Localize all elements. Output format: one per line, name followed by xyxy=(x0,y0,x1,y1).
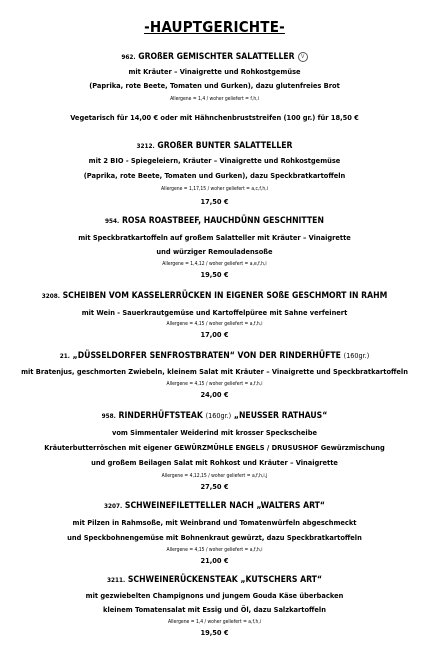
dish-price: 19,50 € xyxy=(200,270,229,279)
dish-allergens: Allergene = 4,15 / woher geliefert = a,f,h,i xyxy=(166,547,263,553)
dish-number: 3208. xyxy=(41,292,60,300)
dish-heading xyxy=(0,217,429,226)
dish-number: 958. xyxy=(101,412,116,420)
dish-description: (Paprika, rote Beete, Tomaten und Gurken), dazu glutenfreies Brot xyxy=(89,81,340,90)
dish-price: 21,00 € xyxy=(200,556,229,565)
dish-name: „DÜSSELDORFER SENFROSTBRATEN“ VON DER RINDERHÜFTE xyxy=(72,351,341,361)
dish-name: RINDERHÜFTSTEAK xyxy=(118,411,203,421)
dish-price: 17,00 € xyxy=(200,330,229,339)
dish-description: vom Simmentaler Weiderind mit krosser Speckscheibe xyxy=(112,428,317,437)
dish-description: und Speckbohnengemüse mit Bohnenkraut gewürzt, dazu Speckbratkartoffeln xyxy=(67,533,362,542)
dish-number: 962. xyxy=(121,53,136,61)
dish-description: (Paprika, rote Beete, Tomaten und Gurken), dazu Speckbratkartoffeln xyxy=(83,171,346,180)
dish-heading xyxy=(0,352,429,361)
dish-name: SCHEIBEN VOM KASSELERRÜCKEN IN EIGENER SOßE GESCHMORT IN RAHM xyxy=(62,291,388,301)
dish-name: SCHWEINERÜCKENSTEAK „KUTSCHERS ART“ xyxy=(127,575,323,585)
dish-description: mit Pilzen in Rahmsoße, mit Weinbrand und Tomatenwürfeln abgeschmeckt xyxy=(72,518,357,527)
dish-name-suffix: „NEUSSER RATHAUS“ xyxy=(233,411,328,421)
dish-description: mit Speckbratkartoffeln auf großem Salatteller mit Kräuter – Vinaigrette xyxy=(78,233,351,242)
dish-description: mit Bratenjus, geschmorten Zwiebeln, kleinem Salat mit Kräuter – Vinaigrette und Speckbratkartoffeln xyxy=(21,367,408,376)
page-title: -HAUPTGERICHTE- xyxy=(144,18,285,36)
dish-description: mit Kräuter – Vinaigrette und Rohkostgemüse xyxy=(128,67,301,76)
dish-description: mit Wein - Sauerkrautgemüse und Kartoffelpüree mit Sahne verfeinert xyxy=(81,308,348,317)
dish-number: 21. xyxy=(59,352,70,360)
dish-allergens: Allergene = 1,4,12 / woher geliefert = a,e,f,h,i xyxy=(162,261,267,267)
dish-allergens: Allergene = 4,12,15 / woher geliefert = a,f,h,i,j xyxy=(161,473,268,479)
dish-number: 3211. xyxy=(106,576,126,584)
dish-description: mit gezwiebelten Champignons und jungem Gouda Käse überbacken xyxy=(85,591,344,600)
dish-heading xyxy=(0,412,429,421)
dish-heading xyxy=(0,142,429,151)
dish-number: 3212. xyxy=(136,142,155,150)
dish-name: ROSA ROASTBEEF, HAUCHDÜNN GESCHNITTEN xyxy=(121,216,324,226)
dish-number: 3207. xyxy=(104,502,123,510)
dish-description: mit 2 BIO - Spiegeleiern, Kräuter – Vinaigrette und Rohkostgemüse xyxy=(88,156,341,165)
dish-allergens: Allergene = 4,15 / woher geliefert = a,f,h,i xyxy=(166,381,263,387)
dish-allergens: Allergene = 1,17,15 / woher geliefert = a,c,f,h,i xyxy=(161,186,268,192)
dish-allergens: Allergene = 1,4 / woher geliefert = f,h,i xyxy=(170,96,259,102)
dish-heading xyxy=(0,52,429,62)
dish-description: Kräuterbutterröschen mit eigener GEWÜRZMÜHLE ENGELS / DRUSUSHOF Gewürzmischung xyxy=(44,443,385,452)
dish-heading xyxy=(0,292,429,301)
dish-name: GROßER GEMISCHTER SALATTELLER xyxy=(138,52,295,62)
dish-description: und würziger Remouladensoße xyxy=(156,247,273,256)
dish-heading xyxy=(0,502,429,511)
dish-price: 17,50 € xyxy=(200,197,229,206)
dish-price: 24,00 € xyxy=(200,390,229,399)
dish-allergens: Allergene = 4,15 / woher geliefert = a,f,h,i xyxy=(166,321,263,327)
dish-description: kleinem Tomatensalat mit Essig und Öl, dazu Salzkartoffeln xyxy=(103,605,326,614)
dish-description: und großem Beilagen Salat mit Rohkost und Kräuter – Vinaigrette xyxy=(91,458,338,467)
dish-allergens: Allergene = 1,4 / woher geliefert = a,f,h,i xyxy=(167,619,262,625)
dish-price: 19,50 € xyxy=(200,628,229,637)
dish-name: SCHWEINEFILETTELLER NACH „WALTERS ART“ xyxy=(124,501,325,511)
dish-price: 27,50 € xyxy=(200,482,229,491)
dish-variant-price: Vegetarisch für 14,00 € oder mit Hähnchenbruststreifen (100 gr.) für 18,50 € xyxy=(70,113,359,122)
dish-weight: (160gr.) xyxy=(205,411,232,420)
vegetarian-icon: V xyxy=(298,52,308,62)
dish-number: 954. xyxy=(105,217,120,225)
dish-weight: (160gr.) xyxy=(343,351,370,360)
dish-name: GROßER BUNTER SALATTELLER xyxy=(157,141,293,151)
dish-heading xyxy=(0,576,429,585)
